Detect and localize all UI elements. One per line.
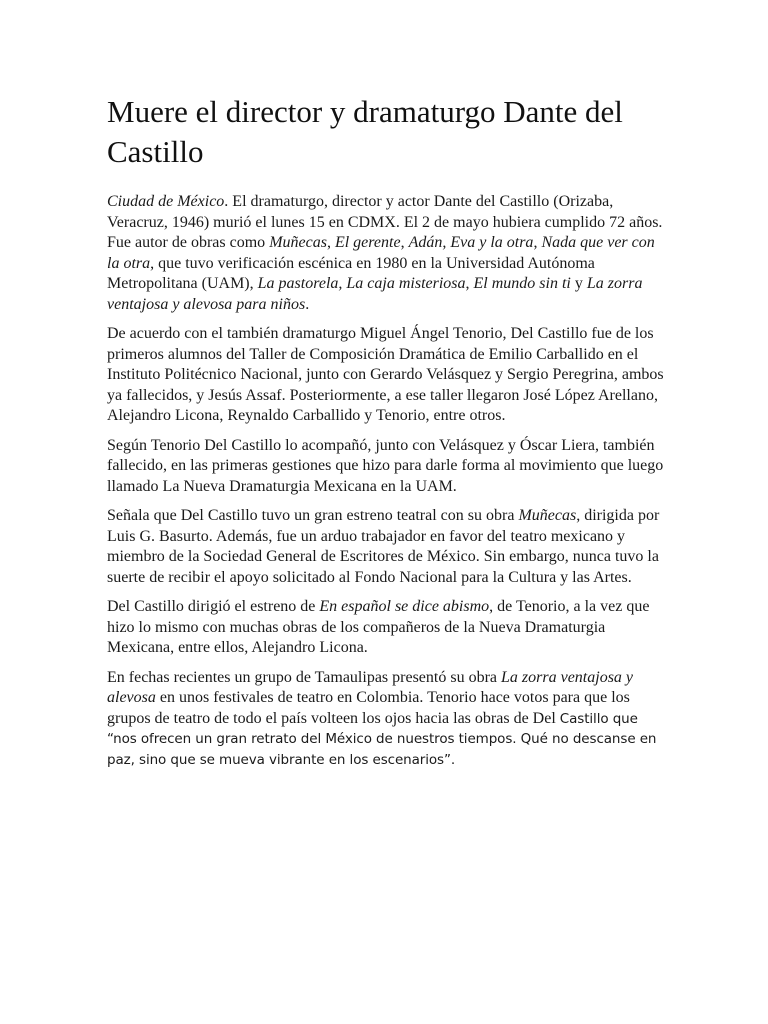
article-paragraph xyxy=(107,324,667,427)
paragraph-text: , xyxy=(465,275,474,292)
paragraph-text: y xyxy=(570,275,587,292)
italic-title-text: Ciudad de México xyxy=(107,193,225,210)
paragraph-text: , dirigida por Luis G. Basurto. Además, fue un arduo trabajador en favor del teatro mexicano y miembro de la Sociedad General de Escritores de México. Sin embargo, nunca tuvo la suerte de recibir el apoyo solicitado al Fondo Nacional para la Cultura y las Artes. xyxy=(107,507,660,586)
article-body xyxy=(107,192,667,770)
italic-title-text: La zorra ventajosa y alevosa para niños xyxy=(107,275,643,313)
italic-title-text: Adán, Eva y la otra xyxy=(408,234,534,251)
paragraph-text: , de Tenorio, a la vez que hizo lo mismo con muchas obras de los compañeros de la Nueva Dramaturgia Mexicana, entre ellos, Alejandro Licona. xyxy=(107,598,650,656)
italic-title-text: La zorra ventajosa y alevosa xyxy=(107,668,634,706)
paragraph-text: , xyxy=(326,234,335,251)
italic-title-text: Nada que ver con la otra xyxy=(107,234,655,272)
paragraph-text: Del Castillo dirigió el estreno de xyxy=(107,598,320,615)
article-paragraph xyxy=(107,597,667,659)
paragraph-text: . El dramaturgo, director y actor Dante del Castillo (Orizaba, Veracruz, 1946) murió el lunes 15 en CDMX. El 2 de mayo hubiera cumplido 72 años. Fue autor de obras como xyxy=(107,193,663,251)
italic-title-text: En español se dice abismo xyxy=(319,598,490,615)
paragraph-text: , xyxy=(533,234,542,251)
paragraph-text: , xyxy=(400,234,409,251)
paragraph-text: De acuerdo con el también dramaturgo Miguel Ángel Tenorio, Del Castillo fue de los primeros alumnos del Taller de Composición Dramática de Emilio Carballido en el Instituto Politécnico Nacional, junto con Gerardo Velásquez y Sergio Peregrina, ambos ya fallecidos, y Jesús Assaf. Posteriormente, a ese taller llegaron José López Arellano, Alejandro Licona, Reynaldo Carballido y Tenorio, entre otros. xyxy=(107,325,664,424)
italic-title-text: Muñecas xyxy=(518,507,577,524)
paragraph-text: . xyxy=(305,295,310,313)
paragraph-text: Señala que Del Castillo tuvo un gran estreno teatral con su obra xyxy=(107,507,519,524)
paragraph-text: , que tuvo verificación escénica en 1980 en la Universidad Autónoma Metropolitana (UAM), xyxy=(107,254,595,292)
article-paragraph xyxy=(107,668,667,771)
article-paragraph xyxy=(107,506,667,588)
article xyxy=(107,92,667,779)
paragraph-text: Según Tenorio Del Castillo lo acompañó, junto con Velásquez y Óscar Liera, también fallecido, en las primeras gestiones que hizo para darle forma al movimiento que luego llamado La Nueva Dramaturgia Mexicana en la UAM. xyxy=(107,436,664,495)
italic-title-text: La pastorela, La caja misteriosa xyxy=(257,275,466,292)
article-paragraph xyxy=(107,436,667,498)
paragraph-text: En fechas recientes un grupo de Tamaulipas presentó su obra xyxy=(107,668,502,686)
article-title: Muere el director y dramaturgo Dante del Castillo xyxy=(107,94,623,169)
paragraph-text: en unos festivales de teatro en Colombia. Tenorio hace votos para que los grupos de teatro de todo el país volteen los ojos hacia las obras de Del xyxy=(107,689,630,727)
italic-title-text: El gerente xyxy=(334,234,401,251)
article-paragraph xyxy=(107,192,667,315)
italic-title-text: El mundo sin ti xyxy=(473,275,571,292)
italic-title-text: Muñecas xyxy=(269,234,327,251)
paragraph-text: Castillo que “nos ofrecen un gran retrato del México de nuestros tiempos. Qué no descanse en paz, sino que se mueva vibrante en los escenarios”. xyxy=(107,710,657,768)
